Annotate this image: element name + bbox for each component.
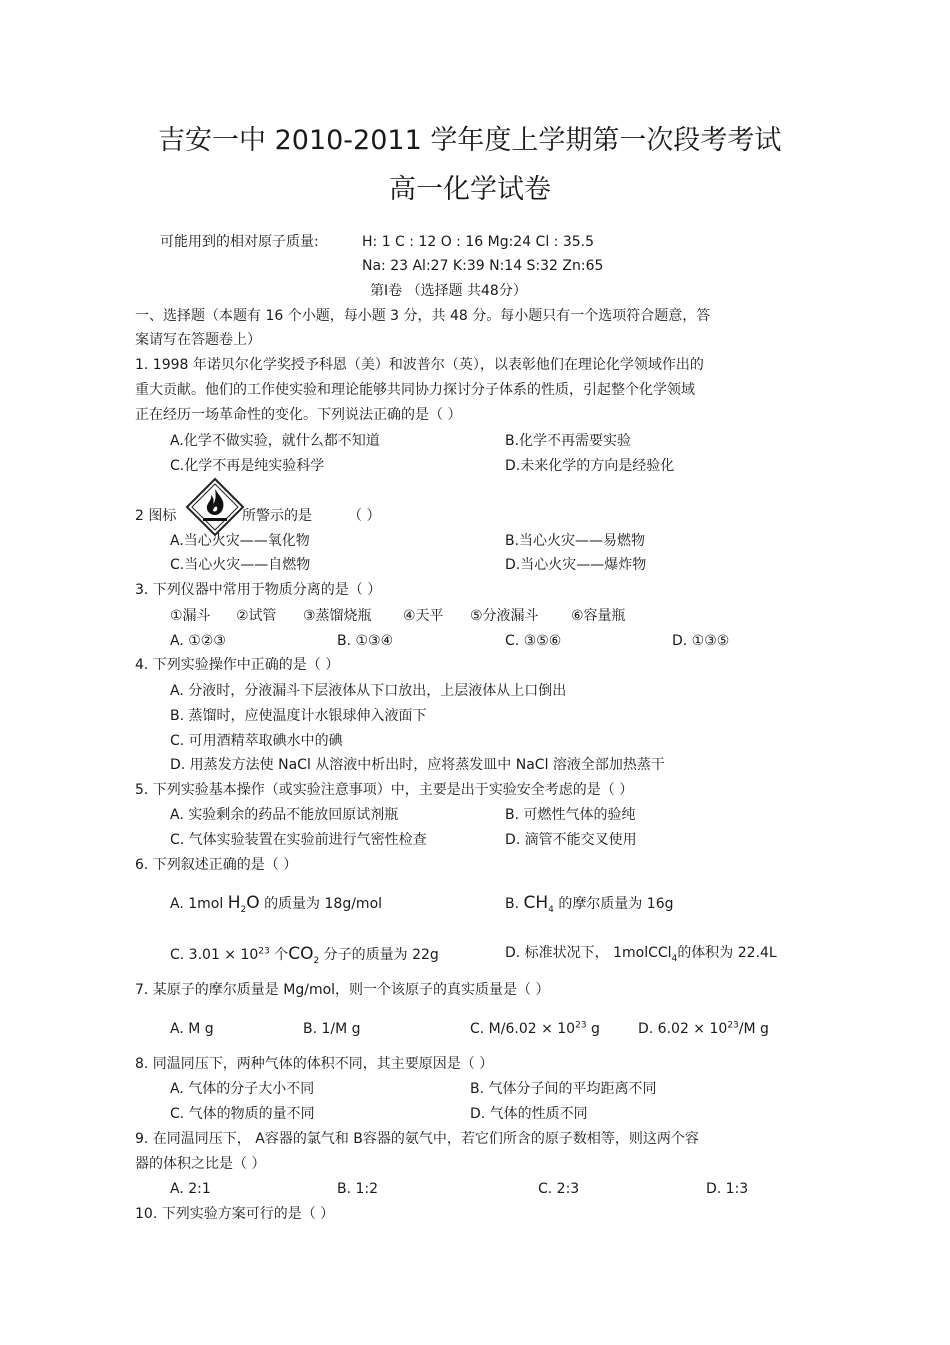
q6-b-prefix: B.: [505, 896, 520, 912]
flammable-hazard-icon: [185, 477, 245, 537]
q8-option-d: D. 气体的性质不同: [470, 1106, 588, 1122]
q2-option-b: B.当心火灾——易燃物: [505, 533, 646, 549]
q6-a-suffix: 的质量为 18g/mol: [264, 896, 383, 912]
q6-a-sub: 2: [240, 904, 247, 915]
q6-d-prefix: D. 标准状况下， 1molCCl: [505, 945, 672, 961]
q9-option-c: C. 2:3: [538, 1181, 580, 1197]
exam-title: 吉安一中 2010-2011 学年度上学期第一次段考考试: [158, 125, 782, 156]
q3-item-4: ④天平: [403, 608, 444, 624]
q9-option-d: D. 1:3: [706, 1181, 749, 1197]
q6-d-suffix: 的体积为 22.4L: [677, 945, 777, 961]
atomic-mass-label: 可能用到的相对原子质量:: [160, 234, 319, 250]
exam-subtitle: 高一化学试卷: [389, 174, 551, 205]
atomic-mass-line2: Na: 23 Al:27 K:39 N:14 S:32 Zn:65: [362, 258, 604, 274]
q4-stem: 4. 下列实验操作中正确的是（ ）: [135, 657, 340, 673]
q5-stem: 5. 下列实验基本操作（或实验注意事项）中，主要是出于实验安全考虑的是（ ）: [135, 782, 634, 798]
q6-a-prefix: A. 1mol: [170, 896, 224, 912]
q8-option-c: C. 气体的物质的量不同: [170, 1106, 315, 1122]
q6-c-mid: 个: [274, 947, 289, 963]
q9-stem-line1: 9. 在同温同压下， A容器的氯气和 B容器的氨气中，若它们所含的原子数相等，则这两个容: [135, 1131, 699, 1147]
q4-option-b: B. 蒸馏时，应使温度计水银球伸入液面下: [170, 708, 427, 724]
q7-option-b: B. 1/M g: [303, 1021, 361, 1037]
q3-item-5: ⑤分液漏斗: [470, 608, 539, 624]
q6-option-d: [505, 945, 777, 964]
q4-option-a: A. 分液时，分液漏斗下层液体从下口放出，上层液体从上口倒出: [170, 683, 567, 699]
q6-d-sub: 4: [671, 953, 678, 964]
q2-stem-prefix: 2 图标: [135, 508, 177, 524]
q7-stem: 7. 某原子的摩尔质量是 Mg/mol，则一个该原子的真实质量是（ ）: [135, 982, 550, 998]
q2-option-d: D.当心火灾——爆炸物: [505, 557, 647, 573]
q1-option-b: B.化学不再需要实验: [505, 433, 632, 449]
q3-stem: 3. 下列仪器中常用于物质分离的是（ ）: [135, 582, 382, 598]
q6-c-prefix: C. 3.01 × 10: [170, 947, 259, 963]
q1-stem-line1: 1. 1998 年诺贝尔化学奖授予科恩（美）和波普尔（英），以表彰他们在理论化学领域作出的: [135, 357, 704, 373]
q6-a-h: H: [227, 893, 241, 913]
q3-item-2: ②试管: [236, 608, 277, 624]
q9-option-b: B. 1:2: [337, 1181, 379, 1197]
q6-option-a: [170, 893, 383, 915]
q2-answer-paren: （ ）: [348, 508, 381, 524]
q9-stem-line2: 器的体积之比是（ ）: [135, 1156, 266, 1172]
q4-option-c: C. 可用酒精萃取碘水中的碘: [170, 733, 343, 749]
q9-option-a: A. 2:1: [170, 1181, 211, 1197]
q6-option-b: [505, 893, 674, 915]
q1-stem-line3: 正在经历一场革命性的变化。下列说法正确的是（ ）: [135, 407, 462, 423]
q1-option-c: C.化学不再是纯实验科学: [170, 458, 325, 474]
section-instructions-line2: 案请写在答题卷上）: [135, 332, 261, 348]
q3-option-d: D. ①③⑤: [672, 633, 730, 649]
q7-option-c: [470, 1022, 600, 1036]
q6-stem: 6. 下列叙述正确的是（ ）: [135, 857, 298, 873]
q6-c-sup: 23: [258, 946, 270, 957]
q3-option-a: A. ①②③: [170, 633, 226, 649]
section-instructions-line1: 一、选择题（本题有 16 个小题，每小题 3 分，共 48 分。每小题只有一个选项符合题意，答: [135, 308, 711, 324]
q6-option-c: [170, 944, 439, 966]
q2-stem-suffix: 所警示的是: [242, 508, 312, 524]
q6-c-sub: 2: [313, 955, 320, 966]
q6-b-suffix: 的摩尔质量为 16g: [558, 896, 674, 912]
q6-b-ch: CH: [523, 893, 549, 913]
q3-item-6: ⑥容量瓶: [571, 608, 626, 624]
part1-heading: 第Ⅰ卷 （选择题 共48分）: [370, 283, 527, 299]
q8-option-a: A. 气体的分子大小不同: [170, 1081, 315, 1097]
q1-option-a: A.化学不做实验，就什么都不知道: [170, 433, 380, 449]
q10-stem: 10. 下列实验方案可行的是（ ）: [135, 1206, 335, 1222]
q3-option-b: B. ①③④: [337, 633, 394, 649]
q7-d-sup: 23: [727, 1020, 739, 1031]
q7-c-sup: 23: [575, 1020, 587, 1031]
q1-option-d: D.未来化学的方向是经验化: [505, 458, 675, 474]
q3-item-1: ①漏斗: [170, 608, 211, 624]
q7-c-prefix: C. M/6.02 × 10: [470, 1021, 576, 1037]
atomic-mass-line1: H: 1 C : 12 O : 16 Mg:24 Cl : 35.5: [362, 234, 595, 250]
q7-d-prefix: D. 6.02 × 10: [638, 1021, 728, 1037]
q3-option-c: C. ③⑤⑥: [505, 633, 562, 649]
q7-c-suffix: g: [591, 1021, 600, 1037]
q5-option-a: A. 实验剩余的药品不能放回原试剂瓶: [170, 807, 399, 823]
q5-option-c: C. 气体实验装置在实验前进行气密性检查: [170, 832, 427, 848]
q6-c-suffix: 分子的质量为 22g: [323, 947, 439, 963]
q7-option-a: A. M g: [170, 1021, 214, 1037]
q6-b-sub: 4: [548, 904, 554, 915]
q8-stem: 8. 同温同压下，两种气体的体积不同，其主要原因是（ ）: [135, 1056, 494, 1072]
q5-option-d: D. 滴管不能交叉使用: [505, 832, 637, 848]
q6-a-o: O: [246, 893, 260, 913]
q7-d-suffix: /M g: [738, 1021, 769, 1037]
q2-option-c: C.当心火灾——自燃物: [170, 557, 311, 573]
q8-option-b: B. 气体分子间的平均距离不同: [470, 1081, 657, 1097]
q3-item-3: ③蒸馏烧瓶: [303, 608, 372, 624]
q4-option-d: D. 用蒸发方法使 NaCl 从溶液中析出时，应将蒸发皿中 NaCl 溶液全部加热蒸干: [170, 757, 665, 773]
q1-stem-line2: 重大贡献。他们的工作使实验和理论能够共同协力探讨分子体系的性质，引起整个化学领域: [135, 382, 695, 398]
q2-option-a: A.当心火灾——氧化物: [170, 533, 310, 549]
q6-c-co: CO: [288, 944, 314, 964]
q7-option-d: [638, 1022, 769, 1036]
q5-option-b: B. 可燃性气体的验纯: [505, 807, 636, 823]
